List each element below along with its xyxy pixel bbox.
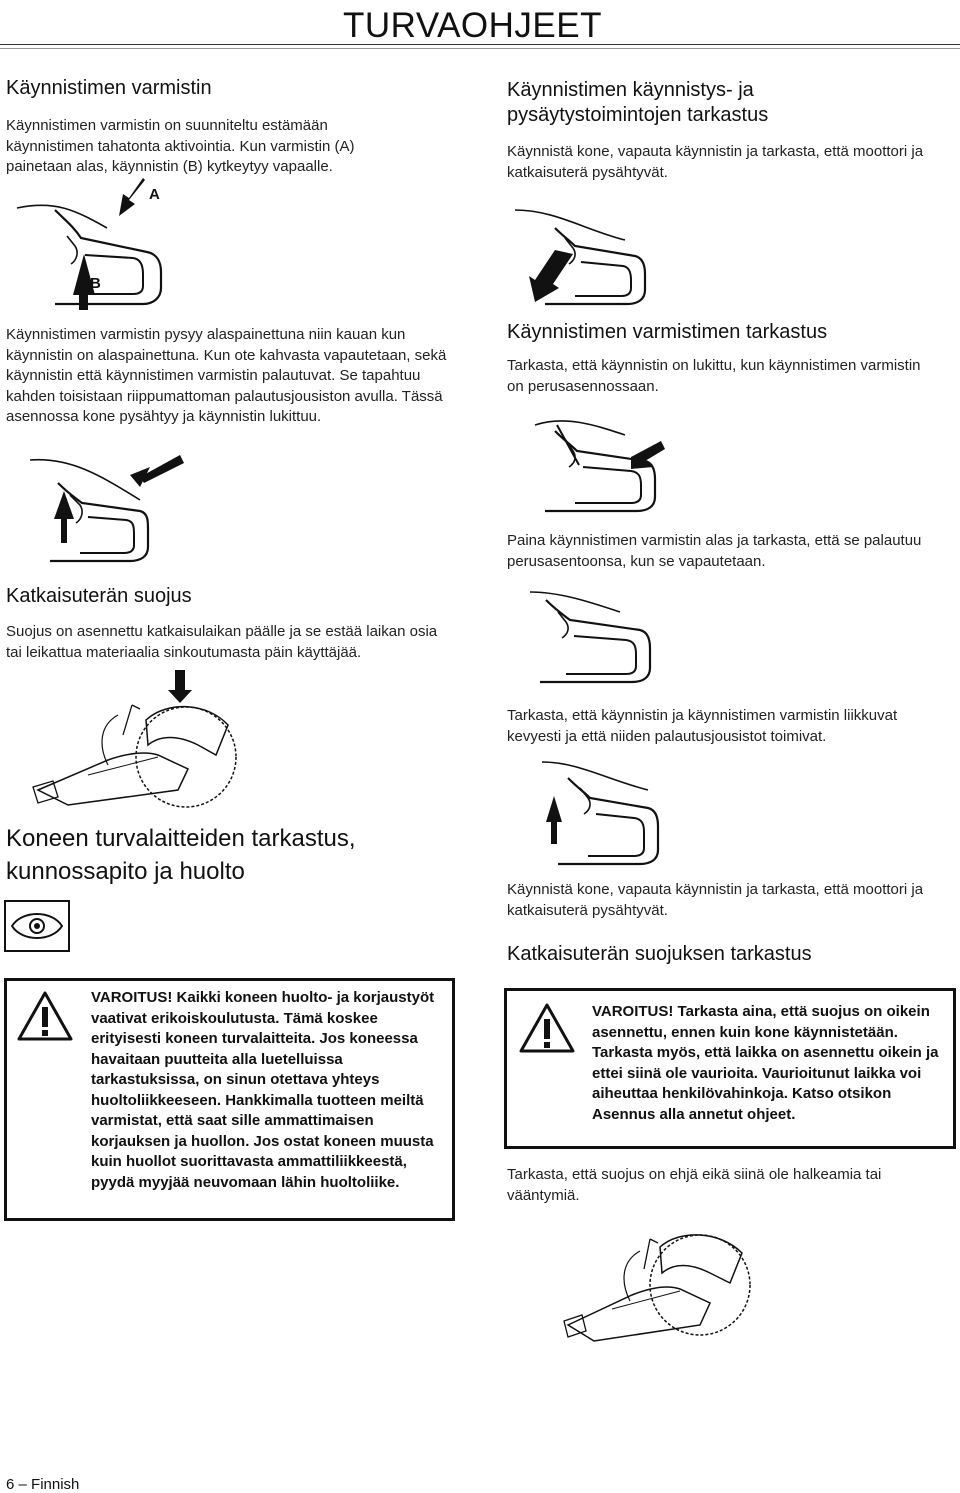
handle-illustration-check bbox=[515, 210, 670, 310]
start-stop-text: Käynnistä kone, vapauta käynnistin ja tarkasta, että moottori ja katkaisuterä pysähtyvät. bbox=[507, 143, 924, 181]
footer-dash: – bbox=[18, 1476, 27, 1493]
page-number: 6 bbox=[6, 1476, 15, 1493]
section-heading-starter-lock: Käynnistimen varmistin bbox=[6, 77, 212, 99]
section-heading-start-stop: Käynnistimen käynnistys- ja pysäytystoimintojen tarkastus bbox=[507, 79, 769, 126]
lock-check-text-4: Käynnistä kone, vapauta käynnistin ja tarkasta, että moottori ja katkaisuterä pysähtyvät. bbox=[507, 881, 924, 919]
section-heading-maintenance: Koneen turvalaitteiden tarkastus, kunnossapito ja huolto bbox=[6, 825, 356, 885]
warning-box-maintenance bbox=[4, 978, 455, 1221]
warning-text-maintenance: VAROITUS! Kaikki koneen huolto- ja korjaustyöt vaativat erikoiskoulutusta. Tämä koskee erityisesti koneen turvalaitteita. Jos koneessa havaitaan puutteita alla luetelluissa tarkastuksissa, on sinun otettava yhteys huoltoliikkeeseen. Hankkimalla tuotteen meiltä varmistat, että saat sille ammattimaisen korjauksen ja huollon. Jos ostat koneen muusta kuin huollot suorittavasta ammattiliikkeestä, pyydä myyjää neuvomaan lähin huoltoliike. bbox=[91, 989, 435, 1191]
cut-off-saw-illustration-2 bbox=[560, 1225, 760, 1355]
lock-check-text-1: Tarkasta, että käynnistin on lukittu, kun käynnistimen varmistin on perusasennossaan. bbox=[507, 357, 921, 395]
lock-check-text-3: Tarkasta, että käynnistin ja käynnistimen varmistin liikkuvat kevyesti ja että niiden palautusjousistot toimivat. bbox=[507, 707, 898, 745]
starter-lock-text: Käynnistimen varmistin on suunniteltu estämään käynnistimen tahatonta aktivointia. Kun varmistin (A) painetaan alas, käynnistin (B) kytkeytyy vapaalle. bbox=[6, 117, 355, 175]
label-b: B bbox=[90, 275, 101, 292]
blade-guard-text: Suojus on asennettu katkaisulaikan päälle ja se estää laikan osia tai leikattua materiaalia sinkoutumasta päin käyttäjää. bbox=[6, 623, 438, 661]
cut-off-saw-illustration bbox=[28, 665, 238, 810]
guard-check-text: Tarkasta, että suojus on ehjä eikä siinä ole halkeamia tai vääntymiä. bbox=[507, 1166, 882, 1204]
page-title: TURVAOHJEET bbox=[343, 6, 602, 45]
handle-illustration-moving bbox=[538, 760, 688, 870]
section-heading-lock-check: Käynnistimen varmistimen tarkastus bbox=[507, 321, 828, 343]
starter-lock-text-2: Käynnistimen varmistin pysyy alaspainettuna niin kauan kun käynnistin on alaspainettuna. Kun ote kahvasta vapautetaan, sekä käynnistin että käynnistimen varmistin palautuvat. Se tapahtuu kahden toisistaan riippumattoman palautusjousiston avulla. Tässä asennossa kone pysähtyy ja käynnistin lukittuu. bbox=[6, 326, 447, 425]
warning-triangle-icon bbox=[519, 1003, 575, 1053]
lock-check-text-2: Paina käynnistimen varmistin alas ja tarkasta, että se palautuu perusasentoonsa, kun se vapautetaan. bbox=[507, 532, 922, 570]
label-a: A bbox=[149, 186, 160, 203]
handle-illustration-released bbox=[30, 455, 185, 565]
handle-illustration-pressed bbox=[530, 582, 680, 682]
warning-box-guard bbox=[504, 988, 956, 1149]
header-rule-thin bbox=[0, 48, 960, 49]
header-rule bbox=[0, 44, 960, 45]
eye-icon bbox=[4, 900, 70, 952]
section-heading-guard-check: Katkaisuterän suojuksen tarkastus bbox=[507, 943, 812, 965]
warning-triangle-icon bbox=[17, 991, 73, 1041]
footer bbox=[6, 1476, 79, 1493]
section-heading-blade-guard: Katkaisuterän suojus bbox=[6, 585, 192, 607]
footer-language: Finnish bbox=[31, 1476, 80, 1493]
warning-text-guard: VAROITUS! Tarkasta aina, että suojus on oikein asennettu, ennen kuin kone käynnistetään. Tarkasta myös, että laikka on asennettu oikein ja ettei siinä ole vaurioita. Vaurioitunut laikka voi aiheuttaa henkilövahinkoja. Katso otsikon Asennus alla annetut ohjeet. bbox=[592, 1003, 939, 1123]
handle-illustration-locked bbox=[535, 405, 685, 515]
